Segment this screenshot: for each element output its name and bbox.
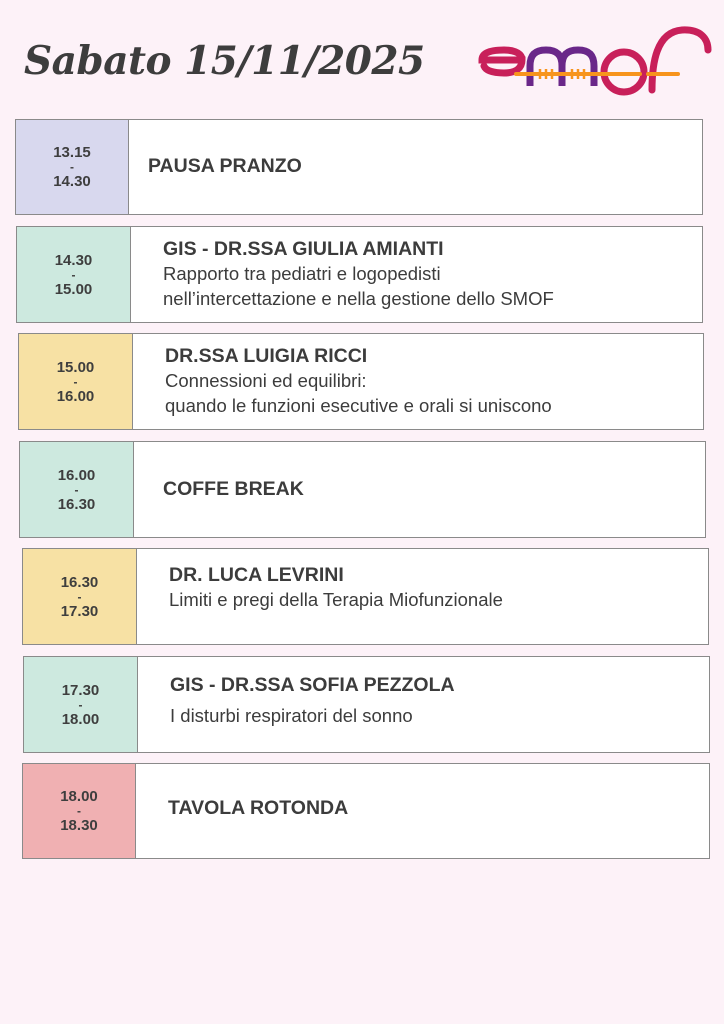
schedule-row-coffee-break <box>19 441 706 538</box>
session-content <box>133 334 703 429</box>
schedule-row-pezzola <box>23 656 710 753</box>
speaker-name: GIS - DR.SSA SOFIA PEZZOLA <box>170 674 455 696</box>
start-time: 14.30 <box>54 251 93 269</box>
time-cell <box>19 334 133 429</box>
time-separator: - <box>70 160 74 174</box>
speaker-name: GIS - DR.SSA GIULIA AMIANTI <box>163 237 444 260</box>
time-separator: - <box>74 482 79 497</box>
start-time: 18.00 <box>60 788 98 805</box>
session-content <box>137 549 708 644</box>
end-time: 16.30 <box>57 495 96 513</box>
session-content <box>131 227 702 322</box>
time-separator: - <box>77 804 81 818</box>
end-time: 17.30 <box>60 602 99 620</box>
time-cell <box>23 549 137 644</box>
schedule-row-amianti <box>16 226 703 323</box>
logo-letter-m-icon <box>530 50 594 86</box>
logo-letter-f-icon <box>652 30 708 90</box>
end-time: 18.30 <box>60 817 98 834</box>
end-time: 18.00 <box>61 710 100 728</box>
start-time: 13.15 <box>53 144 91 161</box>
end-time: 15.00 <box>54 280 93 298</box>
schedule-row-pausa-pranzo <box>15 119 703 215</box>
smof-logo <box>476 24 716 98</box>
start-time: 17.30 <box>61 681 100 699</box>
time-separator: - <box>78 697 83 712</box>
schedule-row-levrini <box>22 548 709 645</box>
speaker-name: DR.SSA LUIGIA RICCI <box>165 344 368 367</box>
time-cell <box>16 120 129 214</box>
time-cell <box>17 227 131 322</box>
time-cell <box>23 764 136 858</box>
talk-title-line: nell’intercettazione e nella gestione dello SMOF <box>163 287 554 309</box>
schedule-row-tavola-rotonda <box>22 763 710 859</box>
time-separator: - <box>73 374 78 389</box>
session-content <box>129 120 702 214</box>
time-separator: - <box>77 589 82 604</box>
time-cell <box>20 442 134 537</box>
talk-title-line: quando le funzioni esecutive e orali si uniscono <box>165 394 552 416</box>
session-title: PAUSA PRANZO <box>148 155 302 177</box>
end-time: 14.30 <box>53 173 91 190</box>
logo-letter-s-icon <box>482 50 522 73</box>
talk-title-line: I disturbi respiratori del sonno <box>170 705 413 726</box>
session-content <box>136 764 709 858</box>
page-title: Sabato 15/11/2025 <box>24 38 425 84</box>
end-time: 16.00 <box>56 387 95 405</box>
talk-title-line: Connessioni ed equilibri: <box>165 369 367 391</box>
start-time: 16.00 <box>57 466 96 484</box>
session-title: COFFE BREAK <box>163 477 304 500</box>
session-content <box>138 657 709 752</box>
time-cell <box>24 657 138 752</box>
start-time: 16.30 <box>60 573 99 591</box>
talk-title-line: Limiti e pregi della Terapia Miofunzionale <box>169 589 503 610</box>
session-content <box>134 442 705 537</box>
session-title: TAVOLA ROTONDA <box>168 797 349 819</box>
talk-title-line: Rapporto tra pediatri e logopedisti <box>163 262 441 284</box>
schedule-row-ricci <box>18 333 704 430</box>
start-time: 15.00 <box>56 358 95 376</box>
speaker-name: DR. LUCA LEVRINI <box>169 564 344 586</box>
time-separator: - <box>71 267 76 282</box>
